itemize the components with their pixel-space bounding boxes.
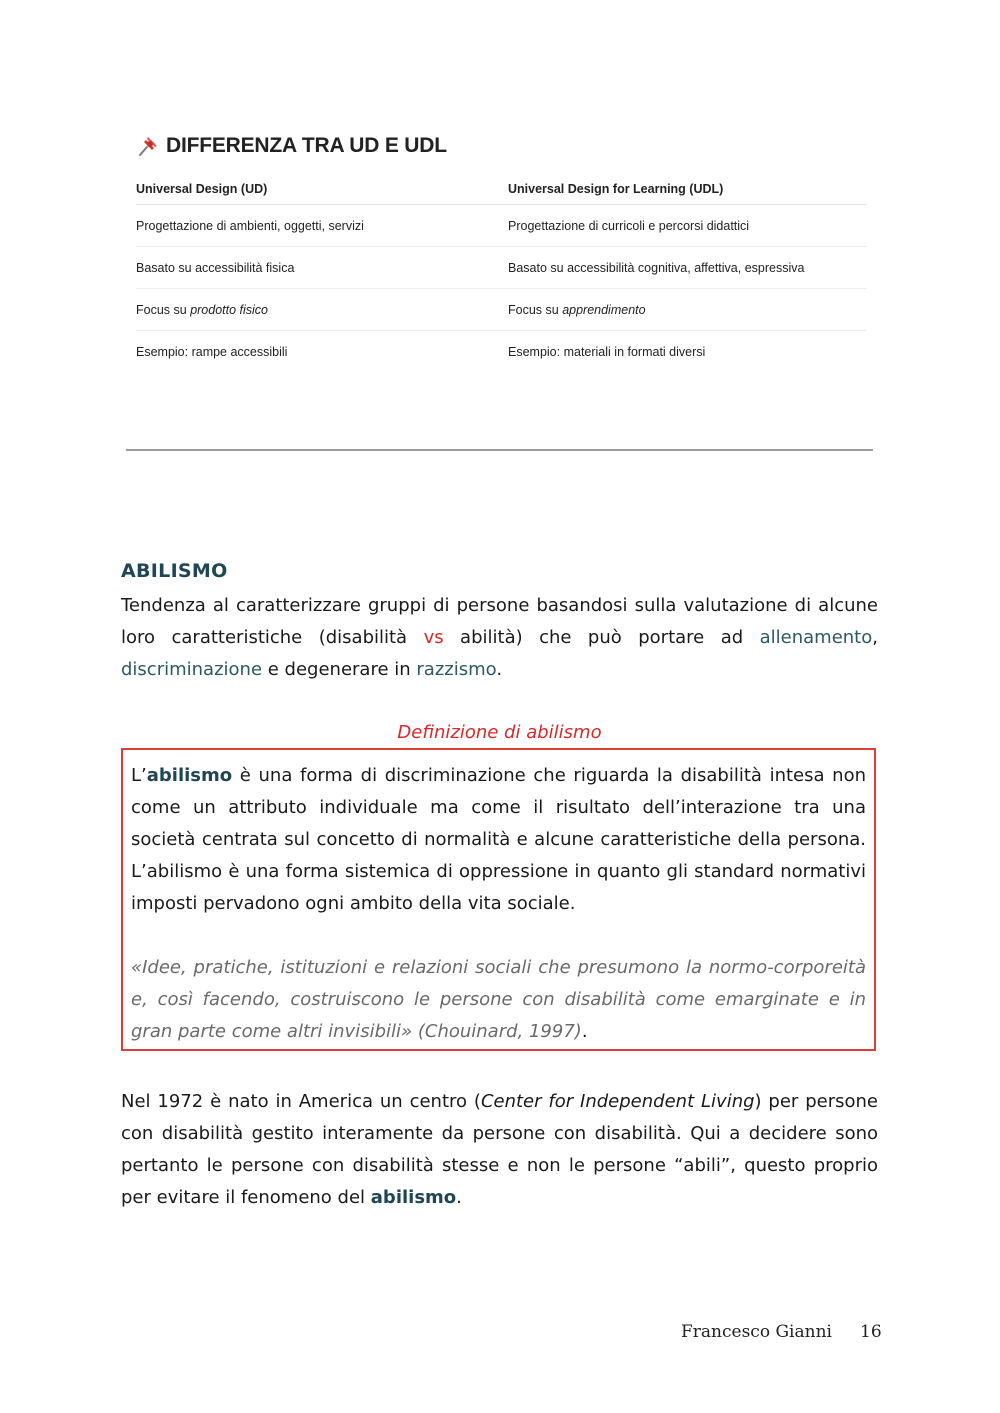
- comparison-table: [136, 174, 866, 372]
- cell-udl: [508, 289, 866, 331]
- cell-ud: [136, 289, 508, 331]
- definition-quote: [131, 952, 866, 1048]
- term-abilismo: abilismo: [146, 765, 233, 786]
- cell-udl: Progettazione di curricoli e percorsi didattici: [508, 205, 866, 247]
- text-run: .: [496, 659, 503, 680]
- term-discriminazione: discriminazione: [121, 659, 263, 680]
- text-run: L’: [131, 765, 147, 786]
- text-run: e degenerare in: [262, 659, 417, 680]
- vs-highlight: vs: [423, 627, 444, 648]
- pushpin-icon: [136, 134, 160, 158]
- definition-text: [131, 760, 866, 920]
- table-row: [136, 289, 866, 331]
- term-razzismo: razzismo: [416, 659, 497, 680]
- cell-ud: Esempio: rampe accessibili: [136, 345, 288, 359]
- cell-emphasis: apprendimento: [562, 303, 646, 317]
- table-row: [136, 331, 866, 373]
- header-udl: Universal Design for Learning (UDL): [508, 174, 866, 205]
- text-run: Tendenza al caratterizzare gruppi di persone basandosi sulla valutazione di alcune loro caratteristiche (disabilità: [121, 595, 878, 648]
- definition-heading: Definizione di abilismo: [397, 722, 602, 743]
- header-ud: Universal Design (UD): [136, 174, 508, 205]
- ud-udl-comparison: [136, 128, 866, 372]
- center-name: Center for Independent Living: [480, 1091, 755, 1112]
- quote-end: .: [581, 1021, 588, 1042]
- cell-prefix: Focus su: [508, 303, 563, 317]
- text-run: Nel 1972 è nato in America un centro (: [121, 1091, 481, 1112]
- cell-ud: Basato su accessibilità fisica: [136, 247, 508, 289]
- section-title: ABILISMO: [121, 560, 228, 582]
- text-run: abilità) che può portare ad: [443, 627, 760, 648]
- text-run: è una forma di discriminazione che riguarda la disabilità intesa non come un attributo individuale ma come il risultato dell’interazione tra una società centrata sul concetto di normalità e alcune caratteristiche della persona. L’abilismo è una forma sistemica di oppressione in quanto gli standard normativi imposti pervadono ogni ambito della vita sociale.: [131, 765, 866, 914]
- section-divider: [126, 449, 873, 451]
- text-run: ) per persone con disabilità gestito interamente da persone con disabilità. Qui a decidere sono pertanto le persone con disabilità stesse e non le persone “abili”, questo proprio per evitare il fenomeno del: [121, 1091, 878, 1208]
- intro-paragraph: [121, 590, 878, 686]
- text-run: ,: [872, 627, 878, 648]
- term-allenamento: allenamento: [759, 627, 873, 648]
- table-row: [136, 247, 866, 289]
- quote-text: «Idee, pratiche, istituzioni e relazioni sociali che presumono la normo-corporeità e, così facendo, costruiscono le persone con disabilità come emarginate e in gran parte come altri invisibili» (Chouinard, 1997): [131, 957, 866, 1042]
- cell-prefix: Focus su: [136, 303, 191, 317]
- cell-emphasis: prodotto fisico: [190, 303, 269, 317]
- closing-paragraph: [121, 1086, 878, 1214]
- text-run: .: [456, 1187, 462, 1208]
- cell-ud: Progettazione di ambienti, oggetti, servizi: [136, 205, 508, 247]
- table-header-row: [136, 174, 866, 205]
- cell-udl: Esempio: materiali in formati diversi: [508, 345, 706, 359]
- cell-udl: Basato su accessibilità cognitiva, affettiva, espressiva: [508, 247, 866, 289]
- comparison-title: [136, 128, 866, 164]
- footer-author: Francesco Gianni: [681, 1322, 832, 1342]
- comparison-title-text: DIFFERENZA TRA UD E UDL: [166, 134, 447, 157]
- page-number: 16: [860, 1322, 882, 1342]
- definition-box: [121, 748, 876, 1051]
- table-row: [136, 205, 866, 247]
- term-abilismo: abilismo: [370, 1187, 457, 1208]
